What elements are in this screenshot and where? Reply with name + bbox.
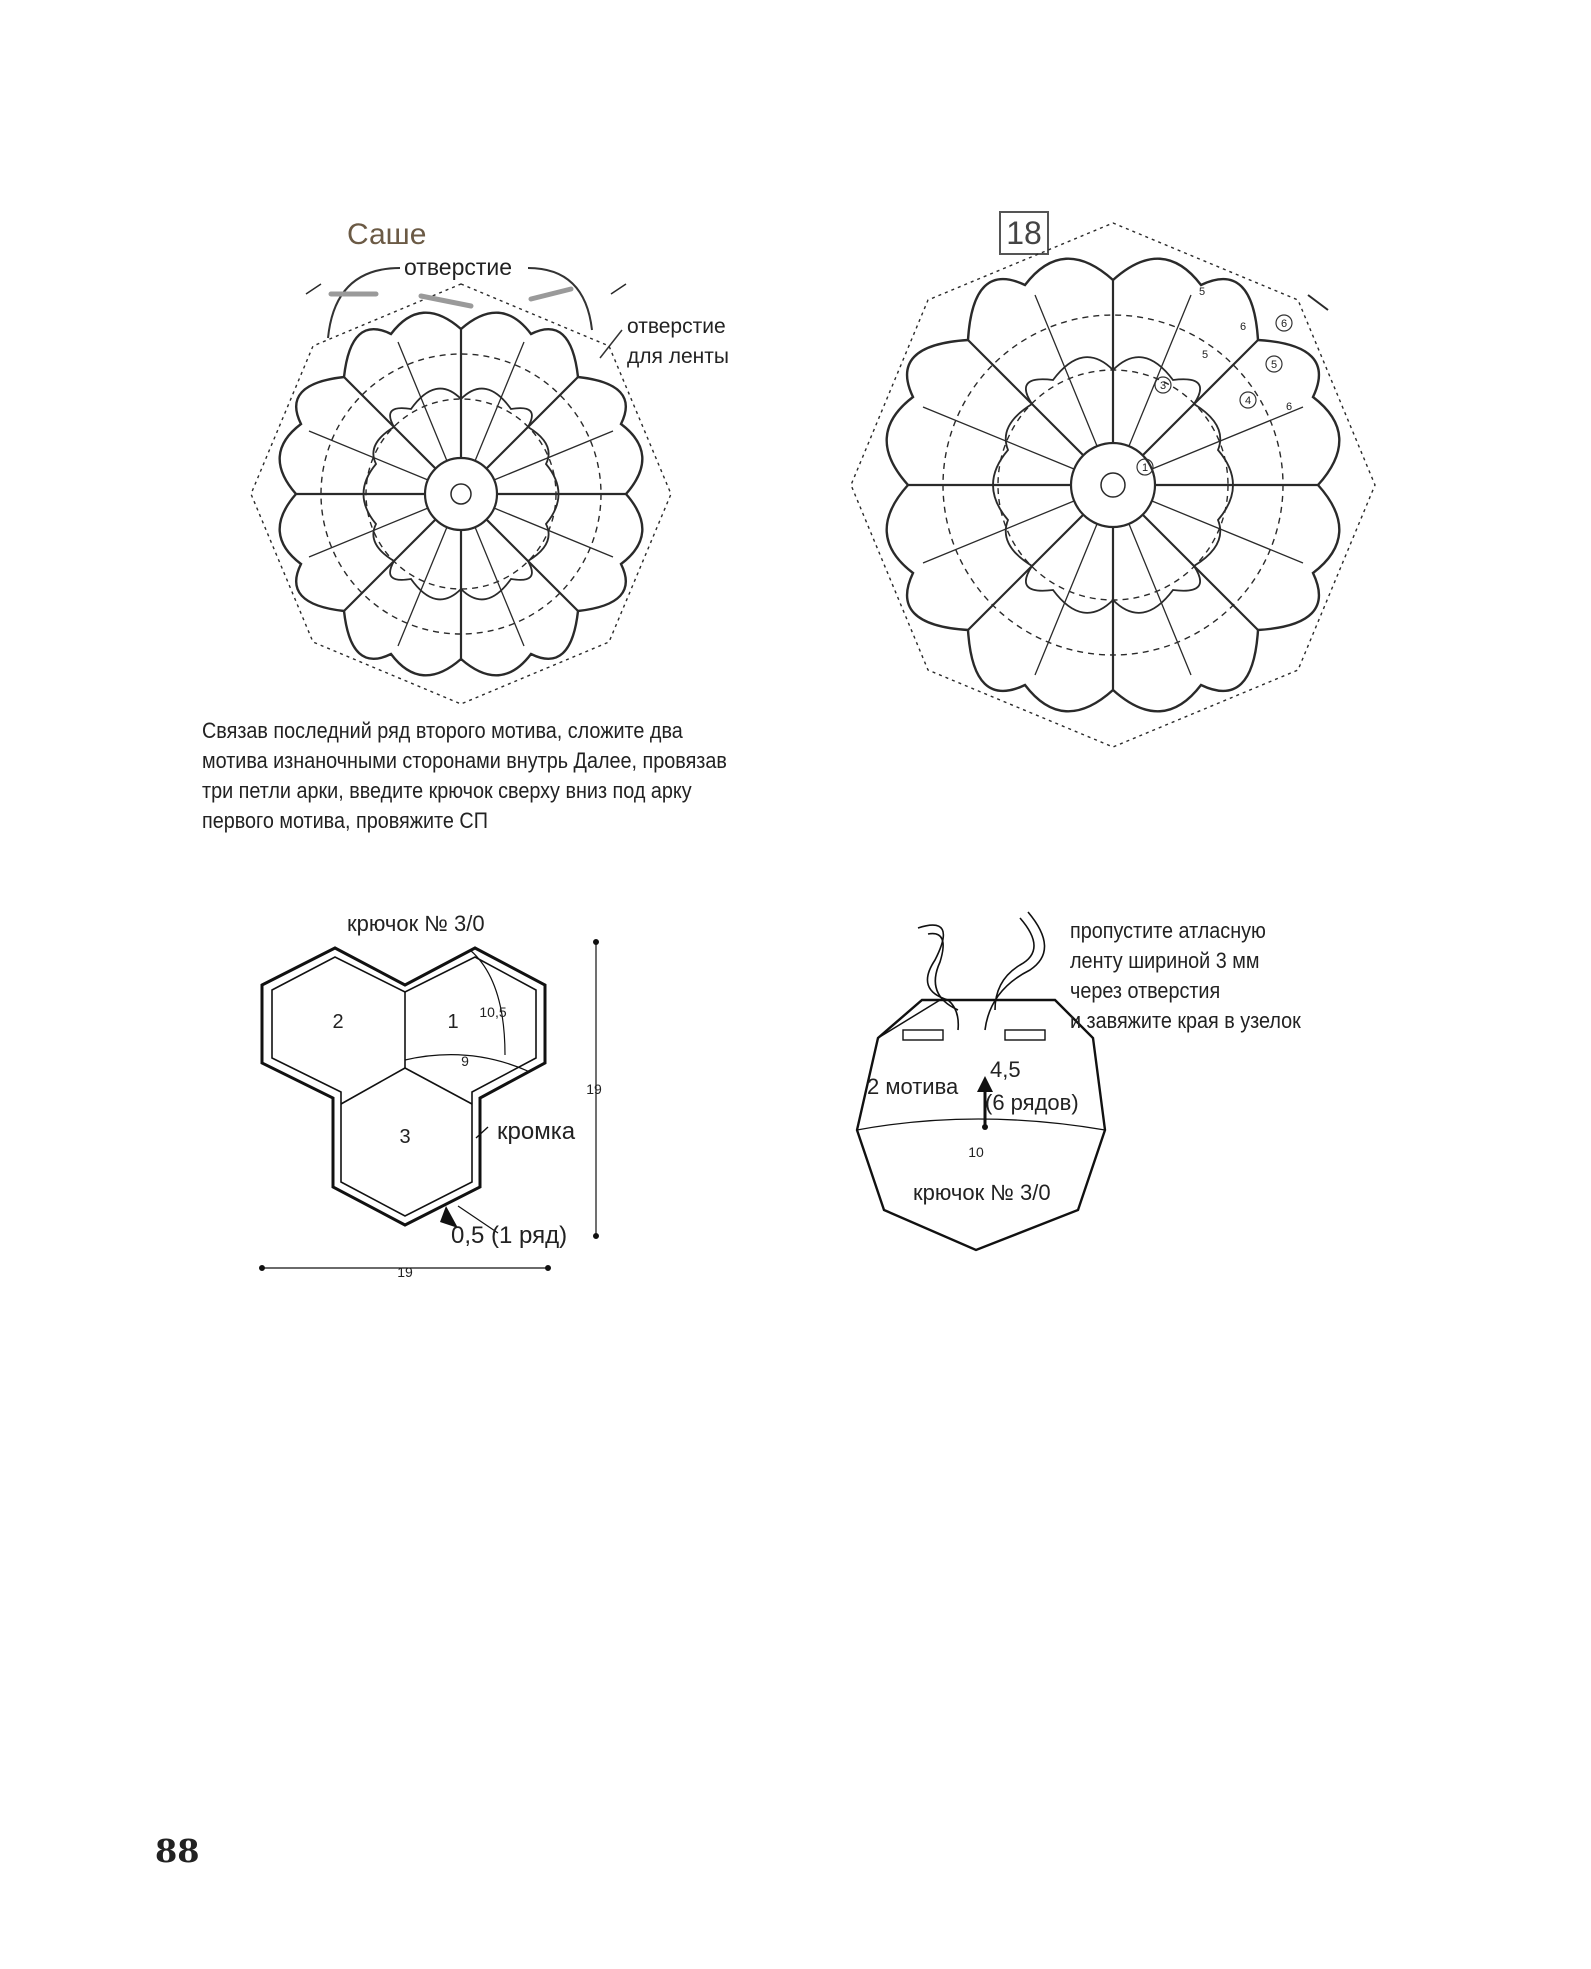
ribbon-note-line: и завяжите края в узелок [1070, 1008, 1301, 1033]
sachet-title: Саше [347, 218, 427, 251]
round-marker-4: 4 [1244, 395, 1252, 407]
hex-cell-3: 3 [399, 1126, 411, 1148]
edge-label: кромка [497, 1118, 576, 1145]
instruction-line: Связав последний ряд второго мотива, сложите два [202, 718, 683, 743]
dim-inner: 9 [461, 1053, 469, 1069]
bag-hook-label: крючок № 3/0 [913, 1180, 1051, 1205]
bag-width-value: 10 [968, 1144, 984, 1160]
dim-height: 19 [586, 1081, 602, 1097]
hexagon-hook-label: крючок № 3/0 [347, 911, 485, 936]
round-marker-5a: 5 [1201, 349, 1209, 361]
motifs-label: 2 мотива [867, 1074, 959, 1099]
page-number: 88 [155, 1832, 200, 1870]
instruction-line: мотива изнаночными сторонами внутрь Далее, провязав [202, 748, 727, 773]
hex-cell-1: 1 [447, 1011, 459, 1033]
dim-side: 10,5 [479, 1004, 507, 1020]
ribbon-opening-label-1: отверстие [627, 315, 726, 338]
round-marker-3: 3 [1159, 380, 1167, 392]
round-marker-5b: 5 [1198, 286, 1206, 298]
round-marker-5c: 5 [1270, 359, 1278, 371]
ribbon-note [1070, 916, 1301, 1036]
round-marker-6c: 6 [1285, 401, 1293, 413]
instruction-line: три петли арки, введите крючок сверху вниз под арку [202, 778, 692, 803]
sachet-opening-label: отверстие [404, 254, 513, 280]
motif-number: 18 [1006, 215, 1042, 251]
hex-cell-2: 2 [332, 1011, 344, 1033]
instruction-line: первого мотива, провяжите СП [202, 808, 488, 833]
bag-height-value: 4,5 [990, 1057, 1021, 1082]
ribbon-note-line: пропустите атласную [1070, 918, 1266, 943]
border-label: 0,5 (1 ряд) [451, 1222, 568, 1249]
dim-width: 19 [397, 1264, 413, 1280]
bag-rows-label: (6 рядов) [985, 1090, 1079, 1115]
ribbon-note-line: через отверстия [1070, 978, 1221, 1003]
round-marker-6a: 6 [1239, 321, 1247, 333]
round-marker-6b: 6 [1280, 318, 1288, 330]
round-marker-1: 1 [1141, 462, 1149, 474]
ribbon-opening-label-2: для ленты [627, 345, 729, 368]
ribbon-note-line: ленту шириной 3 мм [1070, 948, 1260, 973]
